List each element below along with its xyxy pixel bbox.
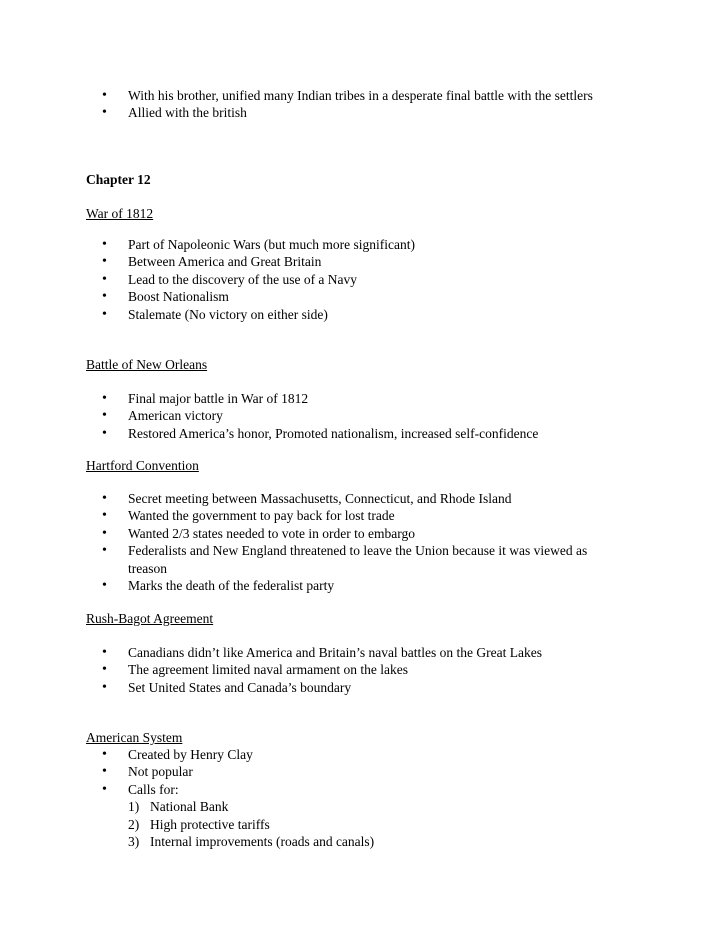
- numbered-item: [86, 833, 686, 850]
- list-item: • Part of Napoleonic Wars (but much more significant): [86, 236, 686, 253]
- list-item: • Not popular: [86, 763, 686, 780]
- list-item: • Marks the death of the federalist party: [86, 577, 686, 594]
- section-title-rush-bagot-agreement: Rush-Bagot Agreement: [86, 611, 214, 626]
- war-of-1812-list: [86, 236, 686, 323]
- item-number: 1): [128, 799, 140, 815]
- list-item: • Calls for:: [86, 781, 686, 798]
- american-system-block: [86, 746, 686, 850]
- section-title-hartford-convention: Hartford Convention: [86, 458, 199, 473]
- list-item: • Canadians didn’t like America and Britain’s naval battles on the Great Lakes: [86, 644, 686, 661]
- list-item: • Set United States and Canada’s boundary: [86, 679, 686, 696]
- list-item: • Between America and Great Britain: [86, 253, 686, 270]
- list-item: • Wanted 2/3 states needed to vote in order to embargo: [86, 525, 686, 542]
- list-item: • Secret meeting between Massachusetts, Connecticut, and Rhode Island: [86, 490, 686, 507]
- item-text: National Bank: [150, 799, 229, 815]
- item-text: High protective tariffs: [150, 816, 270, 832]
- list-item: • The agreement limited naval armament on the lakes: [86, 661, 686, 678]
- list-item: • American victory: [86, 407, 686, 424]
- list-item: • Allied with the british: [86, 104, 686, 121]
- list-item: • Restored America’s honor, Promoted nationalism, increased self-confidence: [86, 425, 686, 442]
- item-text: Internal improvements (roads and canals): [150, 834, 375, 850]
- numbered-item: [86, 816, 686, 833]
- list-item: • With his brother, unified many Indian tribes in a desperate final battle with the settlers: [86, 87, 686, 104]
- section-title-battle-of-new-orleans: Battle of New Orleans: [86, 357, 208, 372]
- intro-block: [86, 87, 686, 122]
- item-number: 3): [128, 834, 140, 850]
- section-title-war-of-1812: War of 1812: [86, 206, 154, 221]
- intro-list: [86, 87, 686, 122]
- list-item: • Boost Nationalism: [86, 288, 686, 305]
- list-item: • Federalists and New England threatened to leave the Union because it was viewed as treason: [86, 542, 628, 577]
- list-item: • Stalemate (No victory on either side): [86, 306, 686, 323]
- new-orleans-list: [86, 390, 686, 442]
- list-item: • Wanted the government to pay back for lost trade: [86, 507, 686, 524]
- section-title-american-system: American System: [86, 730, 183, 745]
- chapter-heading: Chapter 12: [86, 172, 151, 187]
- numbered-item: [86, 798, 686, 815]
- hartford-block: [86, 490, 686, 594]
- list-item: • Final major battle in War of 1812: [86, 390, 686, 407]
- american-system-list: [86, 746, 686, 798]
- new-orleans-block: [86, 390, 686, 442]
- rush-bagot-block: [86, 644, 686, 696]
- war-of-1812-block: [86, 236, 686, 323]
- item-number: 2): [128, 816, 140, 832]
- list-item: • Lead to the discovery of the use of a Navy: [86, 271, 686, 288]
- hartford-list: [86, 490, 686, 594]
- rush-bagot-list: [86, 644, 686, 696]
- calls-for-list: [86, 798, 686, 850]
- list-item: • Created by Henry Clay: [86, 746, 686, 763]
